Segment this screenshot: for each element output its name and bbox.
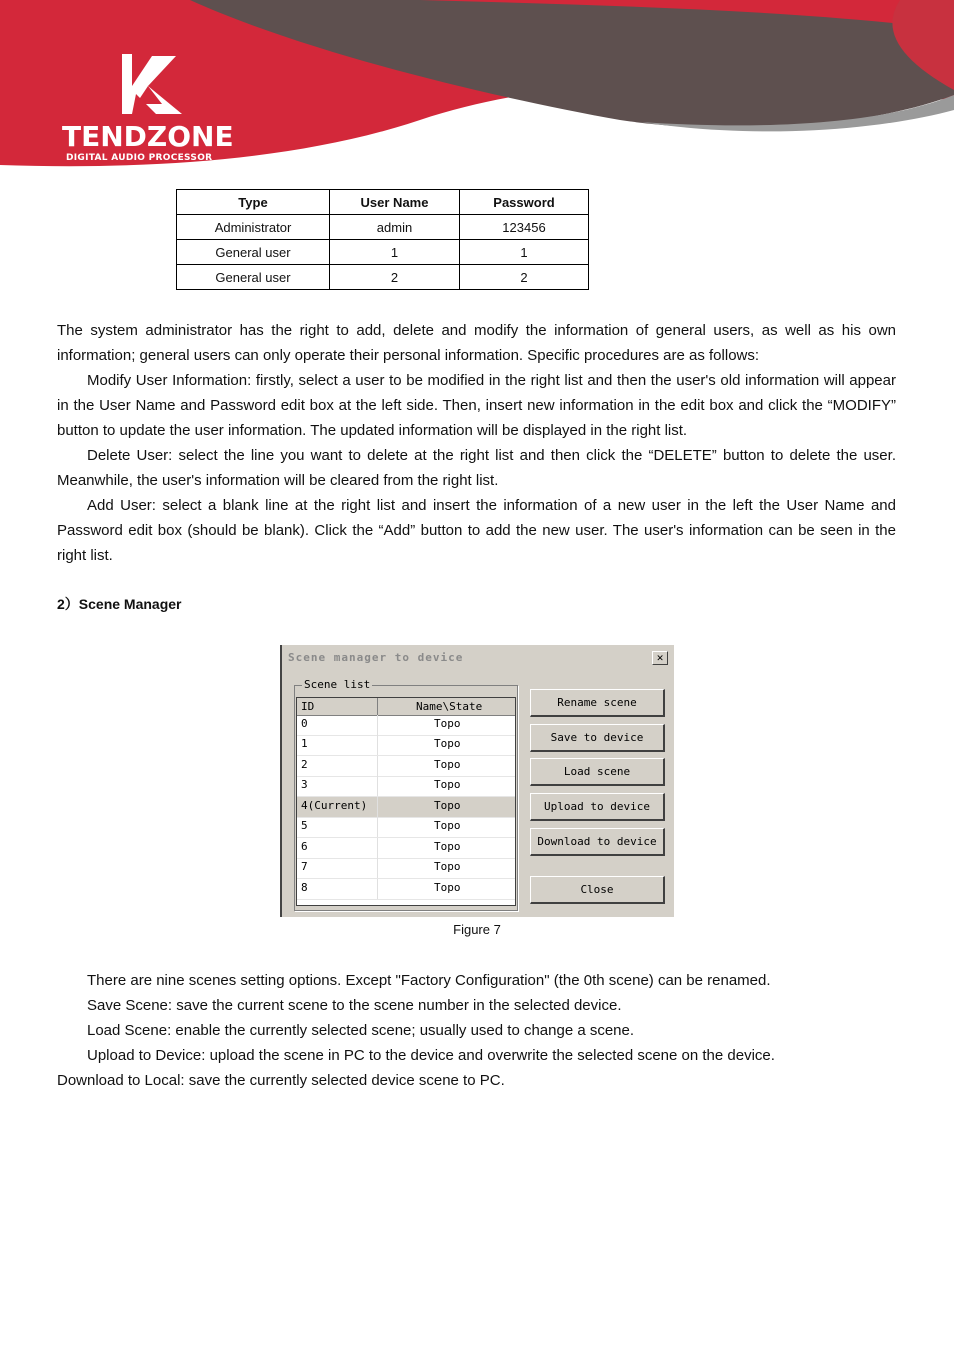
download-to-device-button[interactable]: Download to device	[530, 828, 665, 856]
paragraph: Save Scene: save the current scene to the scene number in the selected device.	[87, 997, 622, 1014]
table-cell: 1	[460, 240, 589, 265]
list-item[interactable]: 1 Topo	[297, 735, 515, 756]
upload-to-device-button[interactable]: Upload to device	[530, 793, 665, 821]
paragraph: Load Scene: enable the currently selected scene; usually used to change a scene.	[87, 1022, 635, 1039]
column-header: User Name	[330, 190, 460, 215]
paragraph: There are nine scenes setting options. Except "Factory Configuration" (the 0th scene) can be renamed.	[87, 972, 771, 989]
list-item-current[interactable]: 4(Current) Topo	[297, 797, 515, 818]
table-cell: General user	[177, 240, 330, 265]
scene-manager-dialog	[280, 645, 674, 917]
column-header: Password	[460, 190, 589, 215]
table-cell: 1	[330, 240, 460, 265]
paragraph: Download to Local: save the currently selected device scene to PC.	[57, 1072, 505, 1089]
section-title: 2）Scene Manager	[57, 596, 182, 612]
paragraph: Modify User Information: firstly, select a user to be modified in the right list and then the user's old information will appear in the User Name and Password edit box at the left side. Then, insert new information in the edit box and click the “MODIFY” button to update the user information. The updated information will be displayed in the right list.	[57, 372, 896, 439]
list-item[interactable]: 6 Topo	[297, 838, 515, 859]
list-item[interactable]: 2 Topo	[297, 756, 515, 777]
paragraph: Delete User: select the line you want to delete at the right list and then click the “DELETE” button to delete the user. Meanwhile, the user's information will be cleared from the right list.	[57, 447, 896, 489]
column-header-id[interactable]: ID	[301, 700, 315, 713]
list-item[interactable]: 3 Topo	[297, 776, 515, 797]
close-button[interactable]: Close	[530, 876, 665, 904]
list-item[interactable]: 8 Topo	[297, 879, 515, 900]
brand-tagline: DIGITAL AUDIO PROCESSOR	[66, 153, 213, 163]
paragraph: The system administrator has the right to add, delete and modify the information of general users, as well as his own information; general users can only operate their personal information. Specific procedures are as follows:	[57, 322, 896, 364]
table-cell: 2	[330, 265, 460, 290]
list-item[interactable]: 7 Topo	[297, 858, 515, 879]
tendzone-logo-icon	[122, 52, 182, 114]
paragraph: Add User: select a blank line at the right list and insert the information of a new user in the left the User Name and Password edit box (should be blank). Click the “Add” button to add the new user. The user's information can be seen in the right list.	[57, 497, 896, 564]
dialog-title-bar	[284, 647, 672, 667]
table-row	[177, 215, 589, 240]
body-paragraphs	[57, 318, 896, 568]
dialog-title: Scene manager to device	[288, 651, 464, 664]
scene-list-label: Scene list	[304, 678, 371, 691]
close-icon[interactable]: ✕	[652, 651, 668, 665]
table-header-row	[177, 190, 589, 215]
table-cell: 123456	[460, 215, 589, 240]
table-cell: General user	[177, 265, 330, 290]
load-scene-button[interactable]: Load scene	[530, 758, 665, 786]
list-item[interactable]: 0 Topo	[297, 715, 515, 736]
scene-list[interactable]	[296, 697, 516, 906]
table-row	[177, 240, 589, 265]
scene-descriptions	[57, 968, 896, 1093]
list-item[interactable]: 5 Topo	[297, 817, 515, 838]
figure-caption: Figure 7	[453, 922, 501, 937]
brand-name: TENDZONE	[62, 120, 234, 153]
table-row	[177, 265, 589, 290]
list-header	[297, 698, 515, 716]
rename-scene-button[interactable]: Rename scene	[530, 689, 665, 717]
table-cell: Administrator	[177, 215, 330, 240]
column-header-name[interactable]: Name\State	[377, 698, 516, 715]
paragraph: Upload to Device: upload the scene in PC to the device and overwrite the selected scene on the device.	[87, 1047, 775, 1064]
user-table	[176, 189, 589, 290]
table-cell: 2	[460, 265, 589, 290]
save-to-device-button[interactable]: Save to device	[530, 724, 665, 752]
column-header: Type	[177, 190, 330, 215]
table-cell: admin	[330, 215, 460, 240]
